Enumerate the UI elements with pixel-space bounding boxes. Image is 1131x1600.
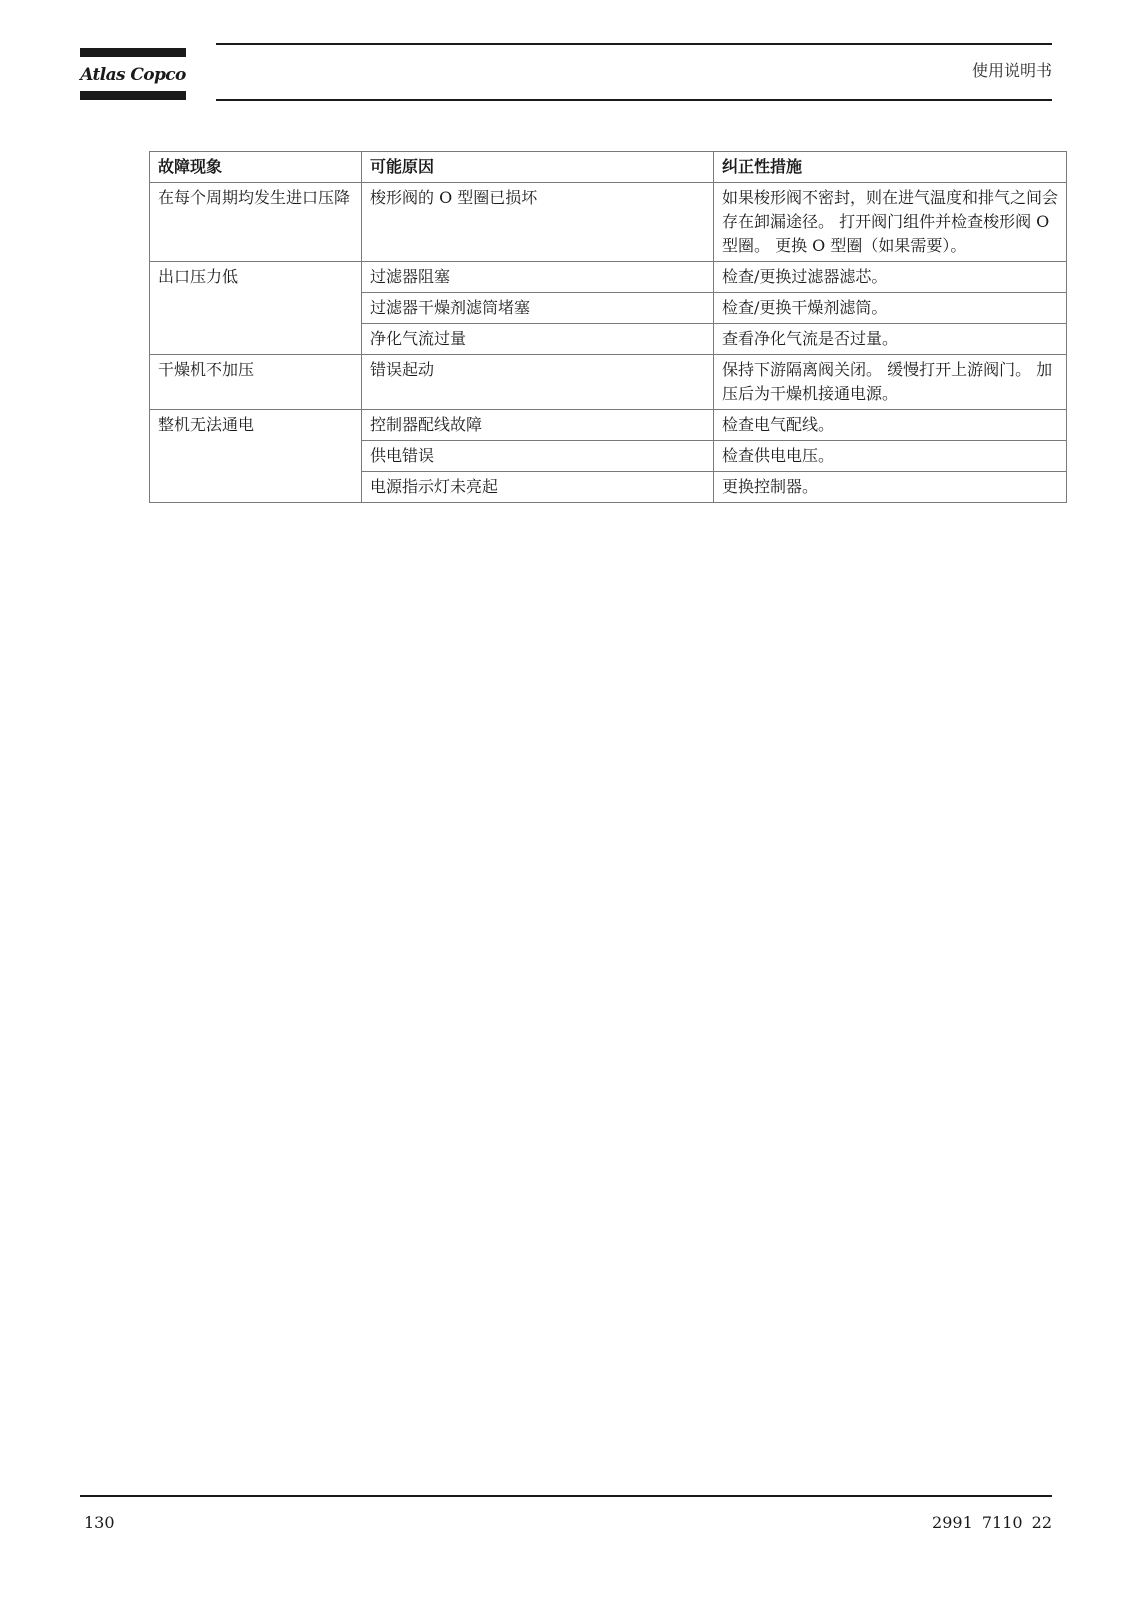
action-cell: 更换控制器。: [714, 472, 1067, 503]
atlas-copco-logo: [80, 48, 186, 100]
header-cause: 可能原因: [362, 152, 714, 183]
action-cell: 查看净化气流是否过量。: [714, 324, 1067, 355]
header-rule-bottom: [216, 99, 1052, 101]
action-cell: 检查电气配线。: [714, 410, 1067, 441]
table-row: [150, 262, 1067, 293]
cause-cell: 过滤器阻塞: [362, 262, 714, 293]
symptom-cell: 出口压力低: [150, 262, 362, 355]
header-rule-top: [216, 43, 1052, 45]
table-row: [150, 410, 1067, 441]
cause-cell: 过滤器干燥剂滤筒堵塞: [362, 293, 714, 324]
symptom-cell: 干燥机不加压: [150, 355, 362, 410]
action-cell: 如果梭形阀不密封，则在进气温度和排气之间会存在卸漏途径。 打开阀门组件并检查梭形阀 O 型圈。 更换 O 型圈（如果需要）。: [714, 183, 1067, 262]
table-row: [150, 183, 1067, 262]
table-header-row: [150, 152, 1067, 183]
cause-cell: 电源指示灯未亮起: [362, 472, 714, 503]
action-cell: 保持下游隔离阀关闭。 缓慢打开上游阀门。 加压后为干燥机接通电源。: [714, 355, 1067, 410]
logo-wordmark: Atlas Copco: [80, 65, 186, 85]
cause-cell: 控制器配线故障: [362, 410, 714, 441]
page-number: 130: [84, 1513, 115, 1532]
cause-cell: 净化气流过量: [362, 324, 714, 355]
document-number: 2991 7110 22: [932, 1513, 1052, 1532]
header-action: 纠正性措施: [714, 152, 1067, 183]
footer-rule: [80, 1495, 1052, 1497]
cause-cell: 错误起动: [362, 355, 714, 410]
table-row: [150, 355, 1067, 410]
logo-bar-bottom: [80, 91, 186, 100]
troubleshooting-table: [149, 151, 1067, 503]
action-cell: 检查供电电压。: [714, 441, 1067, 472]
action-cell: 检查/更换过滤器滤芯。: [714, 262, 1067, 293]
cause-cell: 供电错误: [362, 441, 714, 472]
cause-cell: 梭形阀的 O 型圈已损坏: [362, 183, 714, 262]
logo-bar-top: [80, 48, 186, 57]
symptom-cell: 在每个周期均发生进口压降: [150, 183, 362, 262]
action-cell: 检查/更换干燥剂滤筒。: [714, 293, 1067, 324]
document-title: 使用说明书: [971, 61, 1052, 80]
header-symptom: 故障现象: [150, 152, 362, 183]
symptom-cell: 整机无法通电: [150, 410, 362, 503]
